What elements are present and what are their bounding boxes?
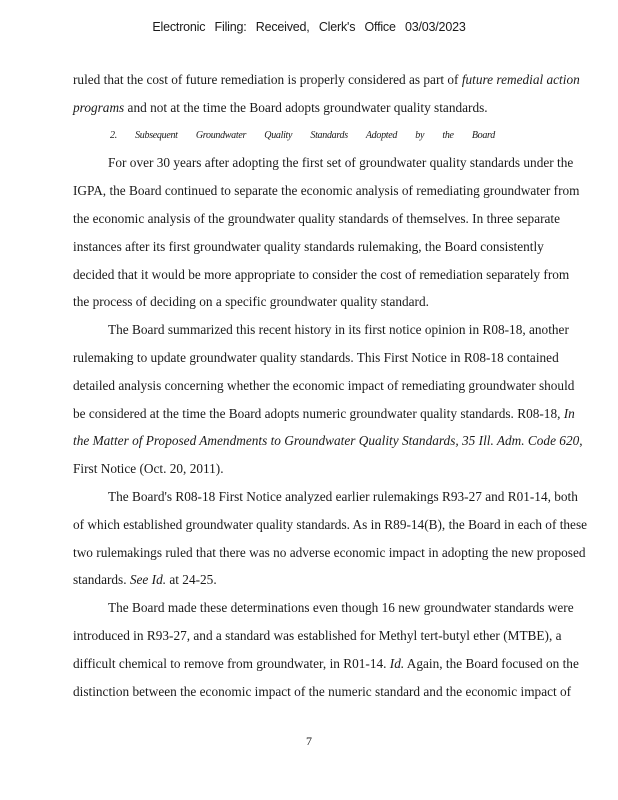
- paragraph-text: Again, the Board focused on the distinction between the economic impact of the numeric standard and the economic impact of: [73, 655, 579, 699]
- paragraph-determinations: [73, 594, 588, 705]
- paragraph-first-notice: [73, 316, 588, 483]
- paragraph-text: and not at the time the Board adopts groundwater quality standards.: [124, 99, 488, 115]
- citation-signal: Id.: [389, 655, 405, 671]
- italic-phrase: future remedial action programs: [73, 72, 580, 115]
- paragraph-text: The Board's R08-18 First Notice analyzed earlier rulemakings R93-27 and R01-14, both of which established groundwater quality standards. As in R89-14(B), the Board in each of these two rulemakings ruled that there was no adverse economic impact in adopting the new proposed standards.: [73, 488, 588, 588]
- paragraph-earlier-rulemakings: [73, 483, 588, 594]
- section-heading: 2. Subsequent Groundwater Quality Standards Adopted by the Board: [110, 129, 495, 141]
- page-number: 7: [306, 734, 312, 748]
- document-body: [73, 66, 588, 705]
- paragraph-text: , First Notice (Oct. 20, 2011).: [73, 433, 583, 477]
- paragraph-text: ruled that the cost of future remediation is properly considered as part of: [73, 72, 462, 87]
- citation-signal: See Id.: [129, 572, 167, 588]
- paragraph-text: The Board made these determinations even though 16 new groundwater standards were introduced in R93-27, and a standard was established for Methyl tert-butyl ether (MTBE), a difficult chemical to remove from groundwater, in R01-14.: [73, 600, 574, 671]
- paragraph-history: For over 30 years after adopting the first set of groundwater quality standards under the IGPA, the Board continued to separate the economic analysis of remediating groundwater from the economic analysis of the groundwater quality standards of themselves. In three separate instances after its first groundwater quality standards rulemaking, the Board consistently decided that it would be more appropriate to consider the cost of remediation separately from the process of deciding on a specific groundwater quality standard.: [73, 155, 580, 310]
- filing-header: Electronic Filing: Received, Clerk's Office 03/03/2023: [152, 20, 466, 34]
- paragraph-continuation: [73, 66, 588, 122]
- paragraph-text: The Board summarized this recent history in its first notice opinion in R08-18, another rulemaking to update groundwater quality standards. This First Notice in R08-18 contained detailed analysis concerning whether the economic impact of remediating groundwater should be considered at the time the Board adopts numeric groundwater quality standards. R08-18,: [73, 322, 575, 421]
- case-citation: In the Matter of Proposed Amendments to Groundwater Quality Standards, 35 Ill. Adm. Code 620: [73, 405, 580, 449]
- paragraph-text: at 24-25.: [166, 572, 217, 588]
